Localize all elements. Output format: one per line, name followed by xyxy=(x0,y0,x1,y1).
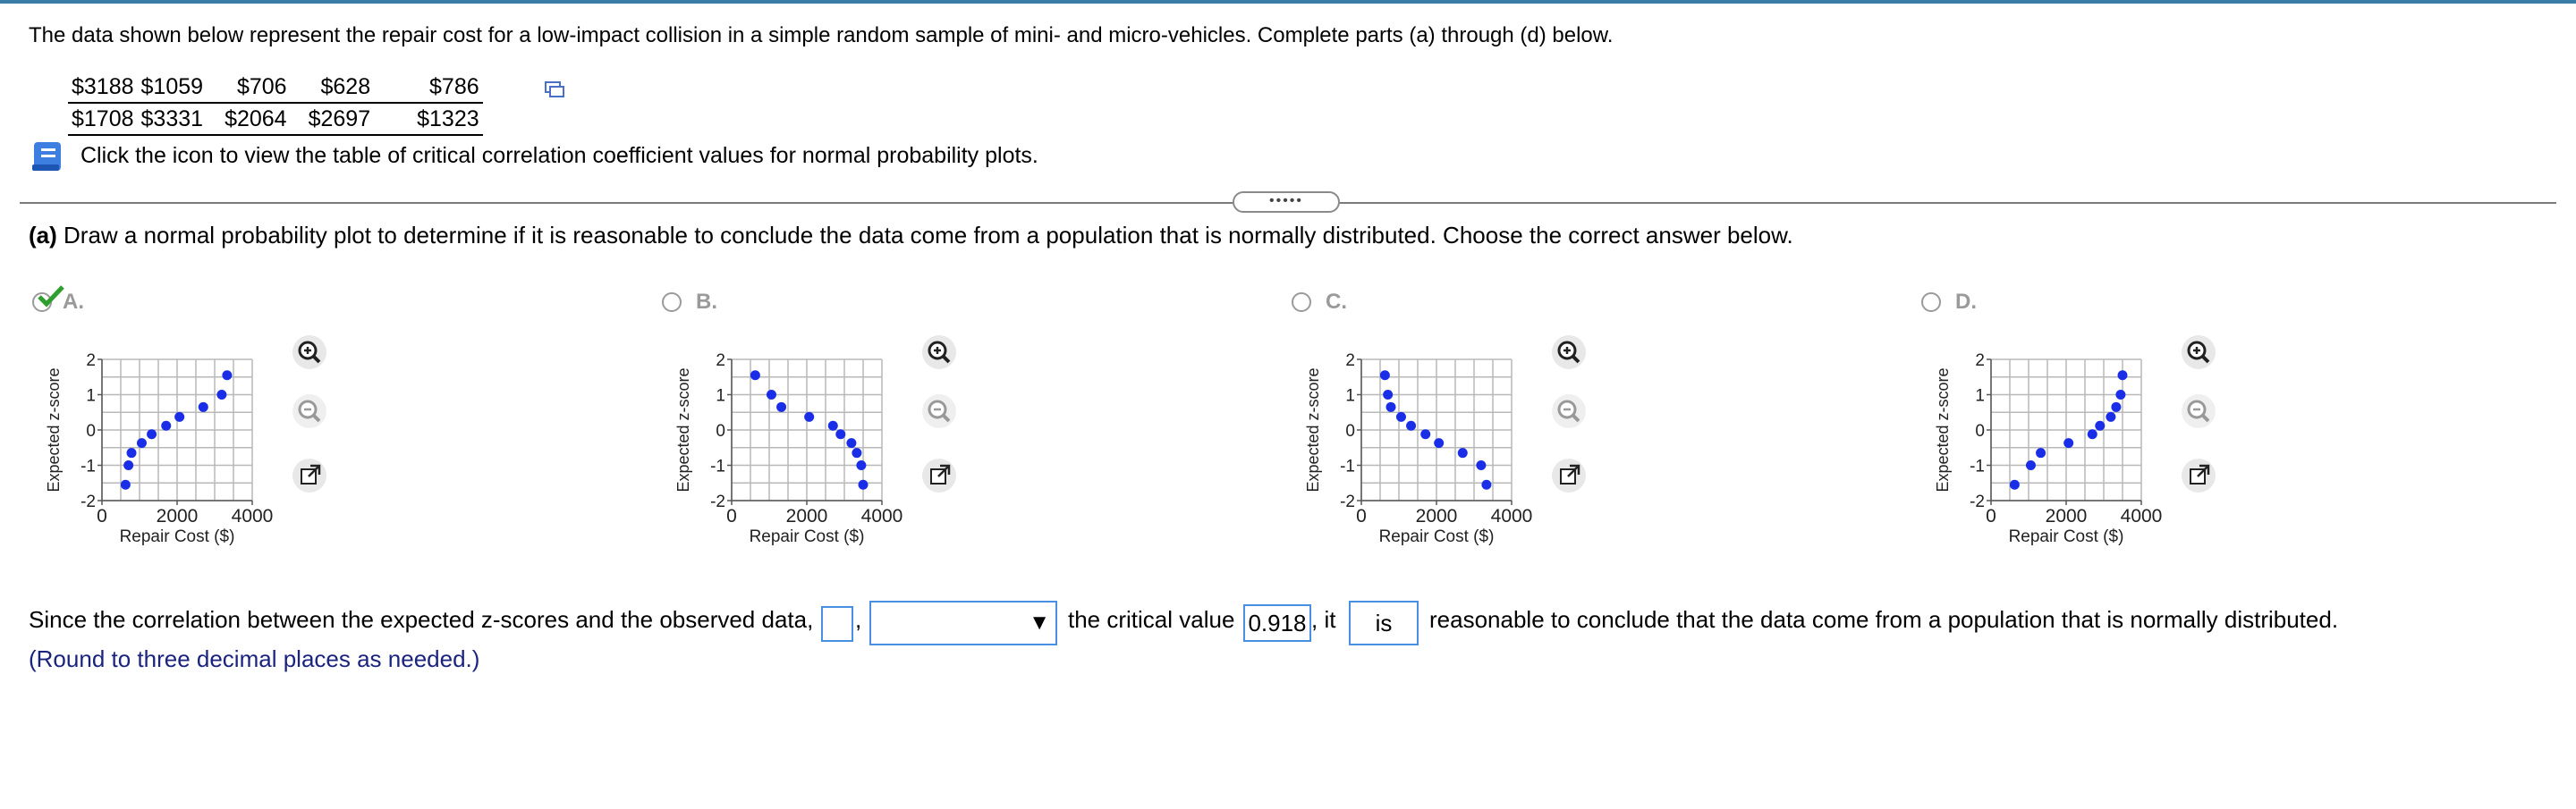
open-external-icon[interactable] xyxy=(921,458,957,493)
data-point xyxy=(856,460,866,470)
y-tick-label: -2 xyxy=(80,493,96,511)
y-axis-label: Expected z-score xyxy=(1304,367,1322,493)
rounding-note: (Round to three decimal places as needed.) xyxy=(29,645,480,672)
plot-svg xyxy=(669,349,928,581)
data-point xyxy=(2111,402,2121,412)
data-point xyxy=(750,370,760,380)
data-point xyxy=(1396,412,1406,422)
y-tick-label: 0 xyxy=(86,422,96,441)
option-c-radio[interactable] xyxy=(1292,292,1311,312)
data-cell: $1059 xyxy=(138,72,208,103)
y-tick-label: 1 xyxy=(86,386,96,406)
critical-label: the critical value xyxy=(1068,606,1235,633)
y-tick-label: 1 xyxy=(1975,386,1985,406)
is-dropdown[interactable]: is xyxy=(1349,601,1419,645)
x-tick-label: 4000 xyxy=(2120,506,2163,527)
data-point xyxy=(121,480,131,490)
data-point xyxy=(804,412,814,422)
y-tick-label: 1 xyxy=(716,386,725,406)
data-point xyxy=(2115,390,2125,400)
data-cell: $706 xyxy=(207,72,291,103)
open-external-icon[interactable] xyxy=(2181,458,2216,493)
part-a-label: (a) xyxy=(29,222,57,249)
y-tick-label: -1 xyxy=(710,457,725,476)
data-point xyxy=(2106,412,2115,422)
data-cell: $628 xyxy=(291,72,375,103)
part-a-text: Draw a normal probability plot to determine if it is reasonable to conclude the data come from a population that is normally distributed. Choose the correct answer below. xyxy=(64,222,1793,249)
data-cell: $2697 xyxy=(291,103,375,135)
correlation-input[interactable] xyxy=(821,606,853,642)
data-cell: $3331 xyxy=(138,103,208,135)
data-cell: $1323 xyxy=(374,103,483,135)
option-d-radio[interactable] xyxy=(1921,292,1941,312)
data-cell: $786 xyxy=(374,72,483,103)
x-tick-label: 4000 xyxy=(231,506,274,527)
data-point xyxy=(222,370,232,380)
chevron-down-icon: ▼ xyxy=(1029,611,1050,635)
it-text: , it xyxy=(1311,606,1336,633)
x-axis-label: Repair Cost ($) xyxy=(2008,527,2124,546)
y-tick-label: -1 xyxy=(1340,457,1355,476)
answer-comma: , xyxy=(855,606,862,633)
top-accent-bar xyxy=(0,0,2576,4)
option-b-plot xyxy=(669,349,928,581)
expand-toggle[interactable]: ••••• xyxy=(1233,191,1340,213)
data-cell: $2064 xyxy=(207,103,291,135)
data-point xyxy=(137,438,147,448)
y-tick-label: 2 xyxy=(1345,351,1355,370)
data-point xyxy=(1420,429,1430,439)
data-point xyxy=(1481,480,1491,490)
x-tick-label: 0 xyxy=(726,506,737,527)
y-tick-label: 0 xyxy=(716,422,725,441)
zoom-out-icon[interactable] xyxy=(292,393,327,429)
data-point xyxy=(174,412,184,422)
data-point xyxy=(123,460,133,470)
option-b-radio[interactable] xyxy=(662,292,682,312)
y-tick-label: 2 xyxy=(716,351,725,370)
plot-svg xyxy=(1299,349,1558,581)
data-point xyxy=(1434,438,1444,448)
y-axis-label: Expected z-score xyxy=(1934,367,1952,493)
data-point xyxy=(776,402,786,412)
data-cell: $3188 xyxy=(68,72,138,103)
option-a-label[interactable]: A. xyxy=(63,290,84,314)
data-point xyxy=(828,421,838,431)
problem-intro: The data shown below represent the repair cost for a low-impact collision in a simple random sample of mini- and micro-vehicles. Complete parts (a) through (d) below. xyxy=(29,23,1614,47)
data-point xyxy=(852,448,861,458)
open-external-icon[interactable] xyxy=(292,458,327,493)
answer-suffix: reasonable to conclude that the data come from a population that is normally distributed. xyxy=(1429,606,2339,633)
critical-values-link[interactable]: Click the icon to view the table of critical correlation coefficient values for normal probability plots. xyxy=(80,143,1038,168)
data-point xyxy=(2095,421,2105,431)
data-point xyxy=(2036,448,2046,458)
y-tick-label: 0 xyxy=(1975,422,1985,441)
option-c-label[interactable]: C. xyxy=(1326,290,1347,314)
critical-value-box: 0.918 xyxy=(1243,604,1311,642)
y-tick-label: -2 xyxy=(710,493,725,511)
x-tick-label: 0 xyxy=(1986,506,1996,527)
plot-svg xyxy=(39,349,299,581)
zoom-in-icon[interactable] xyxy=(921,334,957,370)
part-a-question xyxy=(29,222,1793,249)
y-tick-label: -1 xyxy=(80,457,96,476)
option-b-label[interactable]: B. xyxy=(696,290,717,314)
data-point xyxy=(199,402,208,412)
y-tick-label: 2 xyxy=(1975,351,1985,370)
y-tick-label: 0 xyxy=(1345,422,1355,441)
zoom-out-icon[interactable] xyxy=(2181,393,2216,429)
data-point xyxy=(2010,480,2020,490)
answer-prefix: Since the correlation between the expected z-scores and the observed data, xyxy=(29,606,814,633)
y-tick-label: -2 xyxy=(1340,493,1355,511)
table-row xyxy=(68,72,483,103)
y-tick-label: -1 xyxy=(1970,457,1985,476)
x-tick-label: 2000 xyxy=(2045,506,2088,527)
data-point xyxy=(127,448,137,458)
data-point xyxy=(161,421,171,431)
x-axis-label: Repair Cost ($) xyxy=(119,527,235,546)
data-point xyxy=(1386,402,1396,412)
data-point xyxy=(2118,370,2128,380)
y-axis-label: Expected z-score xyxy=(45,367,63,493)
option-d-plot xyxy=(1928,349,2188,581)
x-tick-label: 0 xyxy=(1356,506,1367,527)
data-point xyxy=(147,429,157,439)
data-point xyxy=(1476,460,1486,470)
data-point xyxy=(846,438,856,448)
data-point xyxy=(767,390,776,400)
book-icon[interactable] xyxy=(30,139,64,173)
open-external-icon[interactable] xyxy=(1551,458,1587,493)
option-c-plot xyxy=(1299,349,1558,581)
x-tick-label: 2000 xyxy=(156,506,199,527)
data-point xyxy=(1383,390,1393,400)
zoom-out-icon[interactable] xyxy=(921,393,957,429)
y-tick-label: -2 xyxy=(1970,493,1985,511)
plot-svg xyxy=(1928,349,2188,581)
x-axis-label: Repair Cost ($) xyxy=(1378,527,1495,546)
y-tick-label: 2 xyxy=(86,351,96,370)
data-point xyxy=(2026,460,2036,470)
data-cell: $1708 xyxy=(68,103,138,135)
data-point xyxy=(835,429,845,439)
zoom-in-icon[interactable] xyxy=(2181,334,2216,370)
x-tick-label: 2000 xyxy=(1415,506,1458,527)
data-point xyxy=(1406,421,1416,431)
table-row xyxy=(68,103,483,135)
x-tick-label: 4000 xyxy=(1490,506,1533,527)
x-tick-label: 4000 xyxy=(860,506,903,527)
data-point xyxy=(2088,429,2097,439)
option-a-plot xyxy=(39,349,299,581)
zoom-out-icon[interactable] xyxy=(1551,393,1587,429)
data-table xyxy=(68,72,483,136)
y-axis-label: Expected z-score xyxy=(674,367,692,493)
data-point xyxy=(216,390,226,400)
comparison-dropdown[interactable] xyxy=(869,601,1057,645)
x-axis-label: Repair Cost ($) xyxy=(749,527,865,546)
copy-icon[interactable] xyxy=(544,80,565,98)
y-tick-label: 1 xyxy=(1345,386,1355,406)
x-tick-label: 2000 xyxy=(785,506,828,527)
option-d-label[interactable]: D. xyxy=(1955,290,1977,314)
data-point xyxy=(1380,370,1390,380)
zoom-in-icon[interactable] xyxy=(1551,334,1587,370)
data-point xyxy=(1458,448,1468,458)
data-point xyxy=(2063,438,2073,448)
x-tick-label: 0 xyxy=(97,506,107,527)
data-point xyxy=(859,480,869,490)
zoom-in-icon[interactable] xyxy=(292,334,327,370)
